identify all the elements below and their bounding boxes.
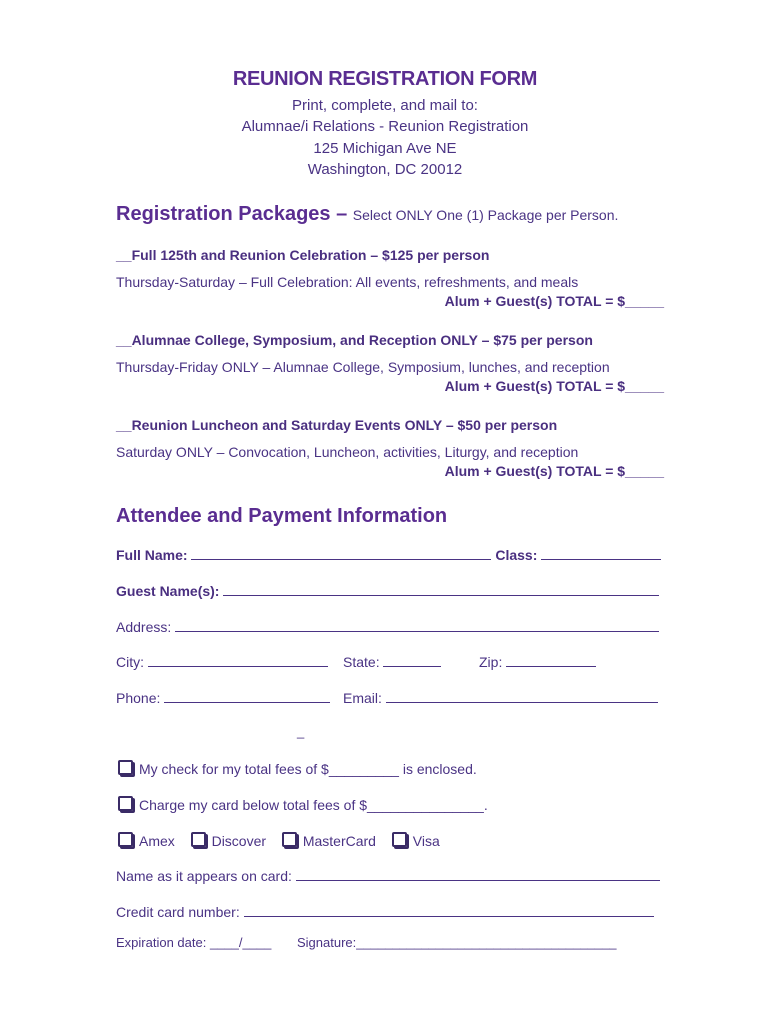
full-name-row — [116, 546, 661, 563]
discover-checkbox[interactable] — [191, 832, 206, 847]
name-on-card-label: Name as it appears on card: — [116, 868, 292, 884]
package-3-total[interactable]: Alum + Guest(s) TOTAL = $_____ — [444, 463, 664, 479]
form-title: REUNION REGISTRATION FORM — [232, 68, 538, 90]
class-field[interactable] — [541, 546, 661, 560]
card-type-row — [118, 832, 440, 849]
full-name-field[interactable] — [191, 546, 491, 560]
mastercard-label: MasterCard — [302, 833, 376, 849]
expiration-date[interactable]: Expiration date: ____/____ — [116, 935, 272, 950]
card-number-field[interactable] — [244, 903, 654, 917]
address-row — [116, 618, 659, 635]
signature-line[interactable]: Signature:____________________________________ — [297, 935, 617, 950]
charge-card-text-after: . — [483, 797, 488, 813]
address-line-1: Alumnae/i Relations - Reunion Registration — [241, 118, 529, 135]
card-number-row — [116, 903, 654, 920]
check-amount-blank[interactable]: _________ — [328, 761, 399, 777]
charge-card-option[interactable] — [118, 796, 488, 813]
charge-card-text: Charge my card below total fees of $ — [139, 797, 368, 813]
mail-intro: Print, complete, and mail to: — [292, 97, 478, 114]
city-row — [116, 653, 328, 670]
card-type-discover[interactable] — [191, 833, 266, 849]
charge-card-amount-blank[interactable]: _______________ — [367, 797, 484, 813]
visa-checkbox[interactable] — [392, 832, 407, 847]
attendee-heading: Attendee and Payment Information — [116, 505, 448, 527]
discover-label: Discover — [211, 833, 267, 849]
packages-instruction: Select ONLY One (1) Package per Person. — [352, 207, 619, 223]
name-on-card-row — [116, 867, 660, 884]
city-label: City: — [116, 654, 144, 670]
package-3-description: Saturday ONLY – Convocation, Luncheon, activities, Liturgy, and reception — [116, 444, 579, 460]
phone-field[interactable] — [164, 689, 330, 703]
charge-card-checkbox[interactable] — [118, 796, 133, 811]
package-2-title[interactable]: __Alumnae College, Symposium, and Reception ONLY – $75 per person — [116, 332, 593, 348]
guest-names-field[interactable] — [223, 582, 659, 596]
address-line-3: Washington, DC 20012 — [307, 161, 463, 178]
package-3-title[interactable]: __Reunion Luncheon and Saturday Events ONLY – $50 per person — [116, 417, 558, 433]
full-name-label: Full Name: — [116, 547, 188, 563]
address-line-2: 125 Michigan Ave NE — [313, 140, 457, 157]
amex-checkbox[interactable] — [118, 832, 133, 847]
guest-names-row — [116, 582, 659, 599]
mastercard-checkbox[interactable] — [282, 832, 297, 847]
visa-label: Visa — [412, 833, 440, 849]
zip-label: Zip: — [479, 654, 503, 670]
state-field[interactable] — [383, 653, 441, 667]
card-number-label: Credit card number: — [116, 904, 240, 920]
address-field[interactable] — [175, 618, 659, 632]
package-2-description: Thursday-Friday ONLY – Alumnae College, Symposium, lunches, and reception — [116, 359, 610, 375]
email-label: Email: — [343, 690, 382, 706]
name-on-card-field[interactable] — [296, 867, 660, 881]
card-type-visa[interactable] — [392, 833, 440, 849]
address-label: Address: — [116, 619, 172, 635]
class-label: Class: — [495, 547, 538, 563]
check-checkbox[interactable] — [118, 760, 133, 775]
guest-names-label: Guest Name(s): — [116, 583, 220, 599]
packages-heading-row — [116, 203, 618, 226]
city-field[interactable] — [148, 653, 328, 667]
card-type-mastercard[interactable] — [282, 833, 376, 849]
check-text-before: My check for my total fees of $ — [139, 761, 329, 777]
state-row — [343, 653, 441, 670]
phone-row — [116, 689, 330, 706]
packages-heading: Registration Packages – — [116, 203, 348, 225]
check-option[interactable] — [118, 760, 477, 777]
phone-label: Phone: — [116, 690, 161, 706]
package-1-description: Thursday-Saturday – Full Celebration: All events, refreshments, and meals — [116, 274, 579, 290]
stray-mark: _ — [297, 724, 305, 739]
zip-row — [479, 653, 596, 670]
check-text-after: is enclosed. — [398, 761, 477, 777]
state-label: State: — [343, 654, 380, 670]
package-2-total[interactable]: Alum + Guest(s) TOTAL = $_____ — [444, 378, 664, 394]
package-1-title[interactable]: __Full 125th and Reunion Celebration – $125 per person — [116, 247, 490, 263]
amex-label: Amex — [139, 833, 175, 849]
package-1-total[interactable]: Alum + Guest(s) TOTAL = $_____ — [444, 293, 664, 309]
email-field[interactable] — [386, 689, 658, 703]
email-row — [343, 689, 658, 706]
card-type-amex[interactable] — [118, 833, 175, 849]
zip-field[interactable] — [506, 653, 596, 667]
